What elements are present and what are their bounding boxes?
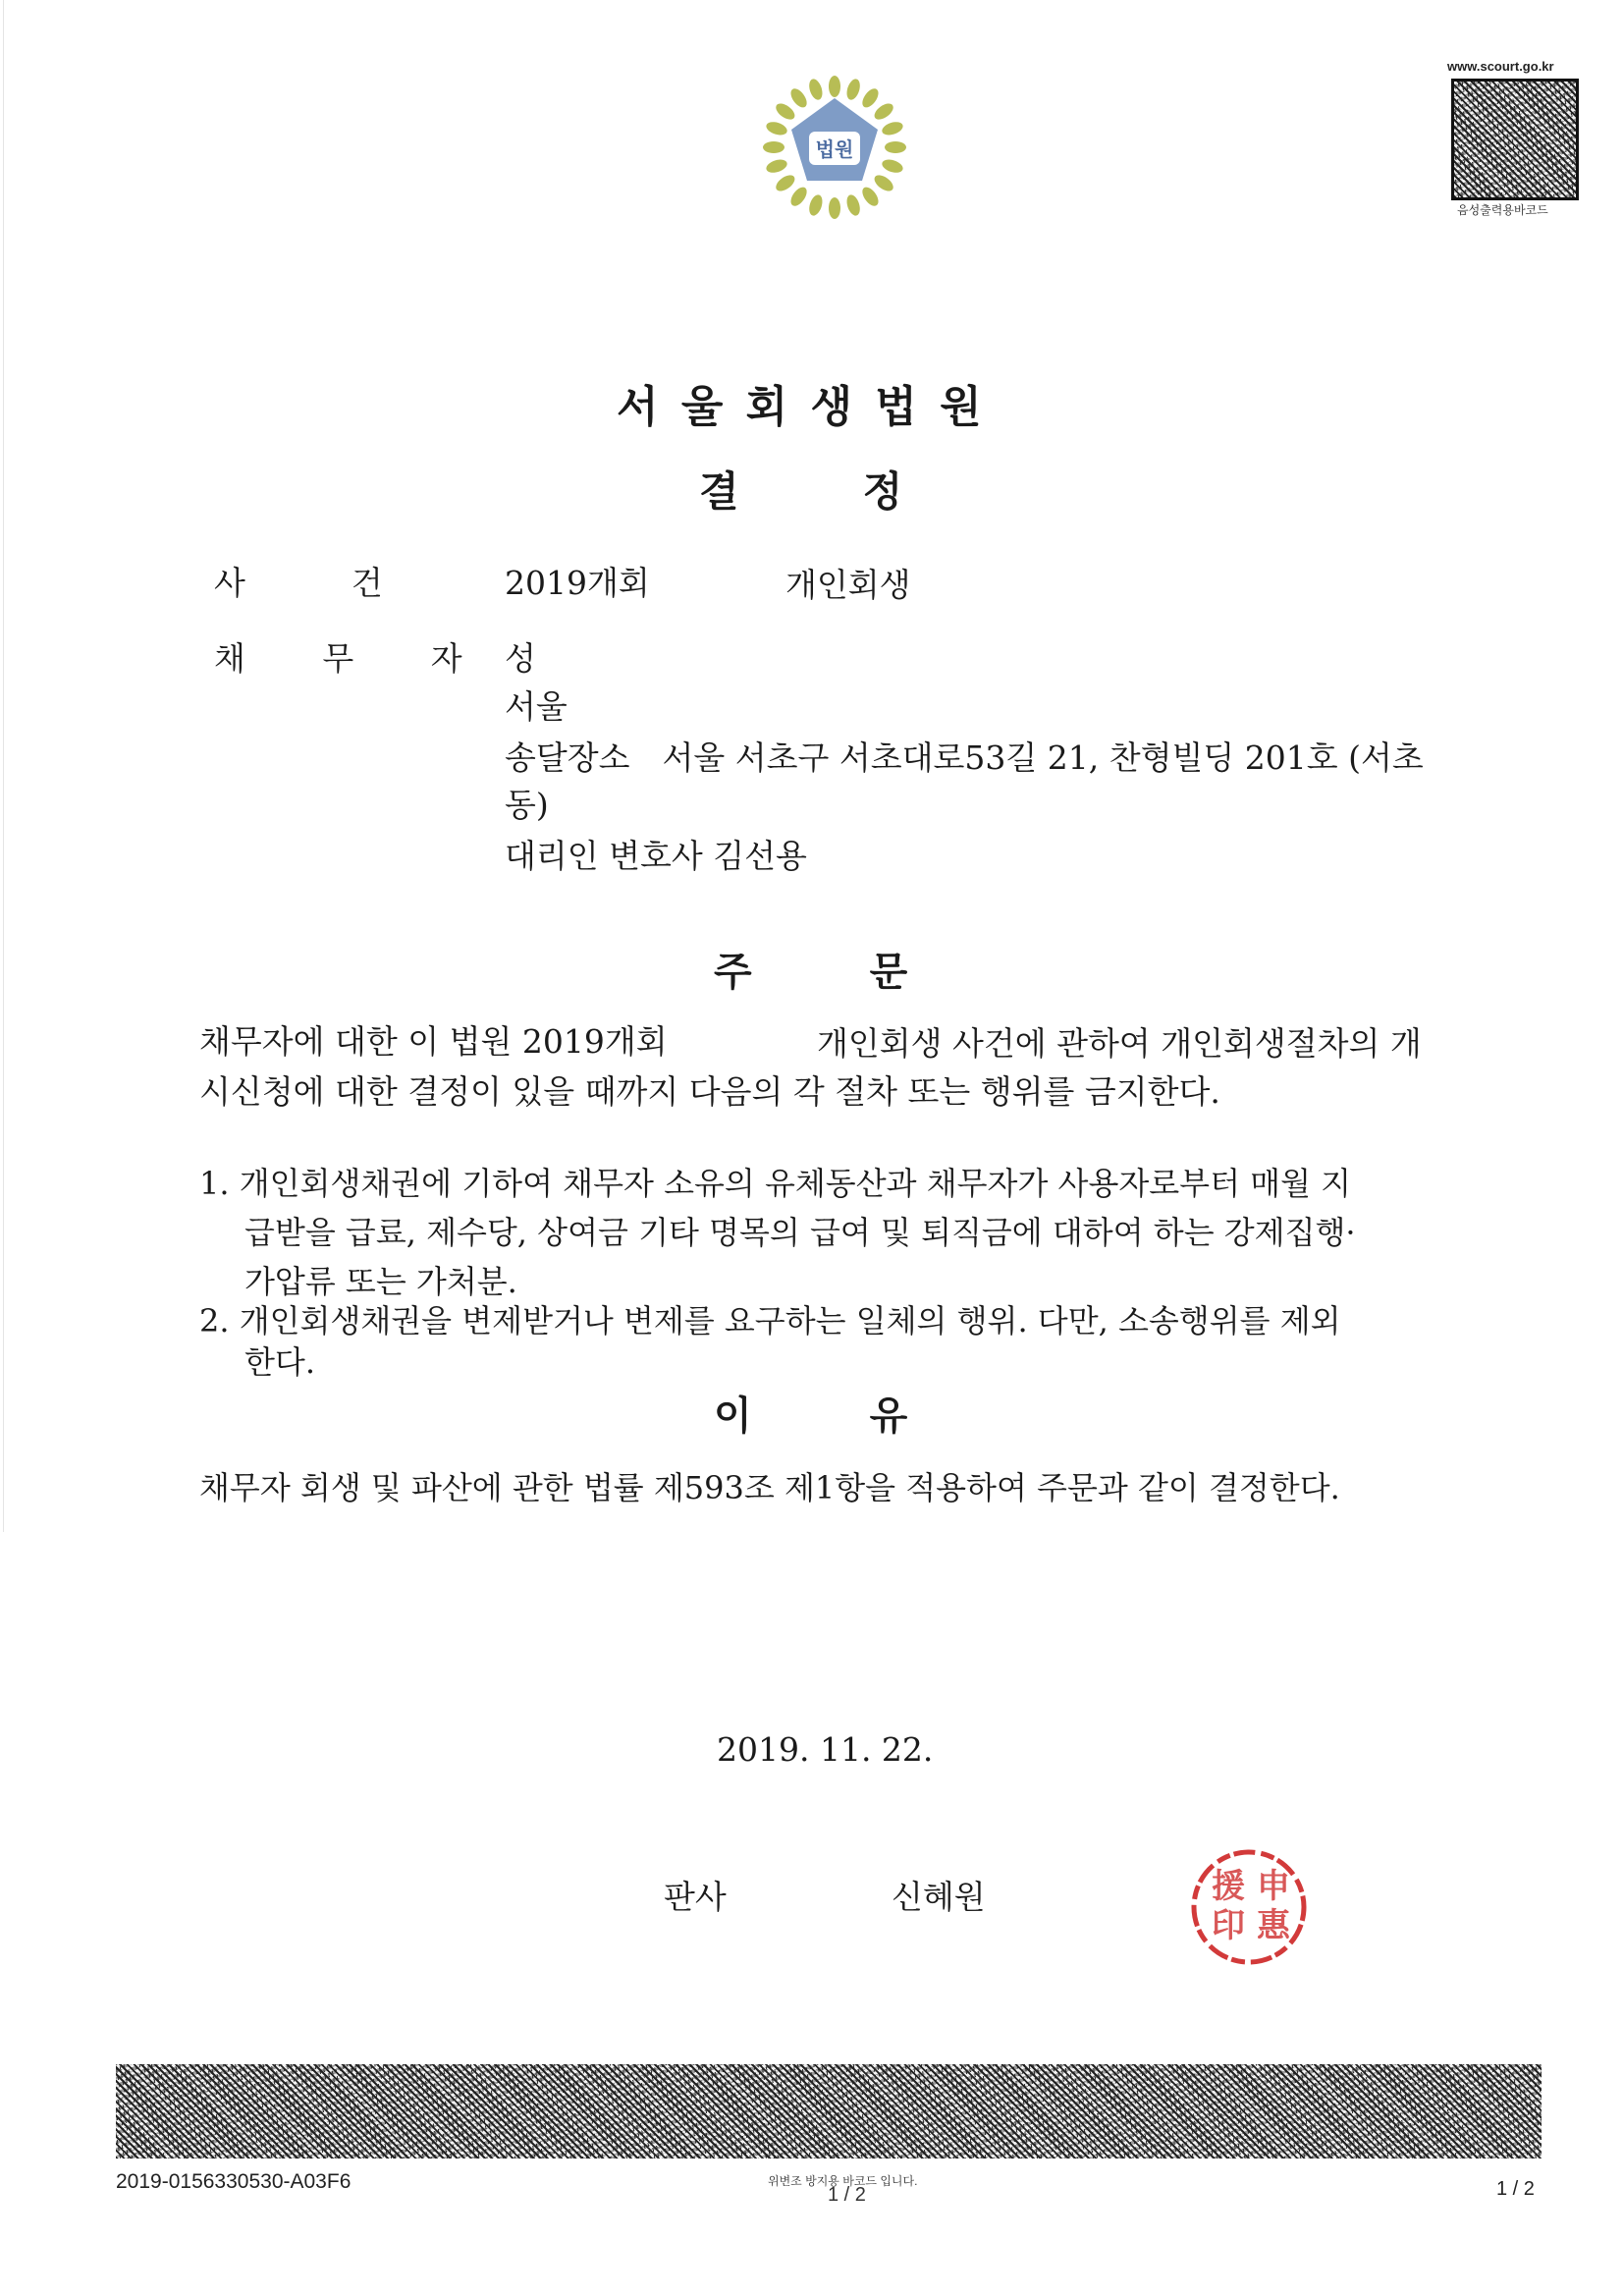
emblem-petal: [844, 78, 862, 102]
emblem-petal: [807, 78, 825, 102]
page-number-center: 1 / 2: [828, 2184, 866, 2206]
emblem-petal: [787, 85, 810, 110]
emblem-petal: [829, 76, 840, 97]
emblem-petal: [773, 172, 797, 194]
court-name: 서 울 회 생 법 원: [617, 382, 986, 432]
seal-character: 印: [1212, 1906, 1245, 1945]
reason-heading: 이 유: [714, 1394, 908, 1439]
document-code: 2019-0156330530-A03F6: [116, 2170, 352, 2193]
voice-output-barcode: [1451, 79, 1579, 200]
case-type: 개인회생: [785, 566, 911, 604]
seal-character: 申: [1257, 1867, 1290, 1906]
judge-seal-stamp: [1188, 1846, 1310, 1968]
debtor-name: 성: [505, 639, 536, 678]
emblem-petal: [807, 193, 825, 218]
emblem-petal: [881, 120, 905, 137]
debtor-label: 채 무 자: [214, 639, 496, 678]
order-intro-line1-a: 채무자에 대한 이 법원 2019개회: [199, 1022, 668, 1061]
emblem-petal: [763, 141, 784, 153]
emblem-petal: [765, 157, 789, 175]
emblem-petal: [787, 185, 810, 209]
emblem-petal: [773, 100, 797, 123]
emblem-petal: [859, 85, 882, 110]
emblem-label: 법원: [815, 137, 854, 161]
emblem-petal: [872, 172, 896, 194]
page-number-right: 1 / 2: [1496, 2178, 1535, 2200]
scourt-url[interactable]: www.scourt.go.kr: [1447, 59, 1554, 74]
order-item2-line1: 2. 개인회생채권을 변제받거나 변제를 요구하는 일체의 행위. 다만, 소송행위를 제외: [199, 1302, 1341, 1339]
order-intro-line1-b: 개인회생 사건에 관하여 개인회생절차의 개: [817, 1024, 1422, 1063]
delivery-address-line2: 동): [505, 786, 549, 824]
case-label: 사 건: [214, 564, 397, 602]
emblem-petal: [885, 141, 906, 153]
order-heading: 주 문: [714, 950, 908, 995]
seal-character: 惠: [1257, 1906, 1290, 1945]
order-intro-line2: 시신청에 대한 결정이 있을 때까지 다음의 각 절차 또는 행위를 금지한다.: [199, 1072, 1220, 1111]
order-item2-line2: 한다.: [244, 1343, 315, 1381]
debtor-address: 서울: [505, 687, 568, 726]
order-item1-line3: 가압류 또는 가처분.: [244, 1263, 517, 1300]
judge-title: 판사: [664, 1878, 727, 1916]
decision-date: 2019. 11. 22.: [717, 1730, 934, 1769]
barcode-caption: 음성출력용바코드: [1457, 203, 1548, 217]
emblem-petal: [829, 197, 840, 219]
order-item1-line1: 1. 개인회생채권에 기하여 채무자 소유의 유체동산과 채무자가 사용자로부터 매월 지: [199, 1165, 1352, 1202]
scan-edge-line: [3, 0, 4, 1532]
court-emblem: [756, 67, 913, 224]
delivery-address-line1: 송달장소 서울 서초구 서초대로53길 21, 찬형빌딩 201호 (서초: [505, 738, 1424, 777]
anti-forgery-barcode: [116, 2064, 1542, 2159]
order-item1-line2: 급받을 급료, 제수당, 상여금 기타 명목의 급여 및 퇴직금에 대하여 하는 강제집행·: [244, 1214, 1356, 1251]
document-type-title: 결 정: [699, 467, 903, 516]
agent-lawyer: 대리인 변호사 김선용: [505, 837, 807, 875]
anti-forgery-note: 위변조 방지용 바코드 입니다.: [768, 2174, 918, 2188]
emblem-petal: [765, 120, 789, 137]
case-number: 2019개회: [505, 564, 650, 602]
seal-character: 援: [1212, 1867, 1245, 1906]
judge-name: 신혜원: [892, 1878, 986, 1916]
emblem-petal: [872, 100, 896, 123]
emblem-petal: [881, 157, 905, 175]
emblem-petal: [859, 185, 882, 209]
emblem-petal: [844, 193, 862, 218]
reason-text: 채무자 회생 및 파산에 관한 법률 제593조 제1항을 적용하여 주문과 같이 결정한다.: [199, 1469, 1340, 1506]
